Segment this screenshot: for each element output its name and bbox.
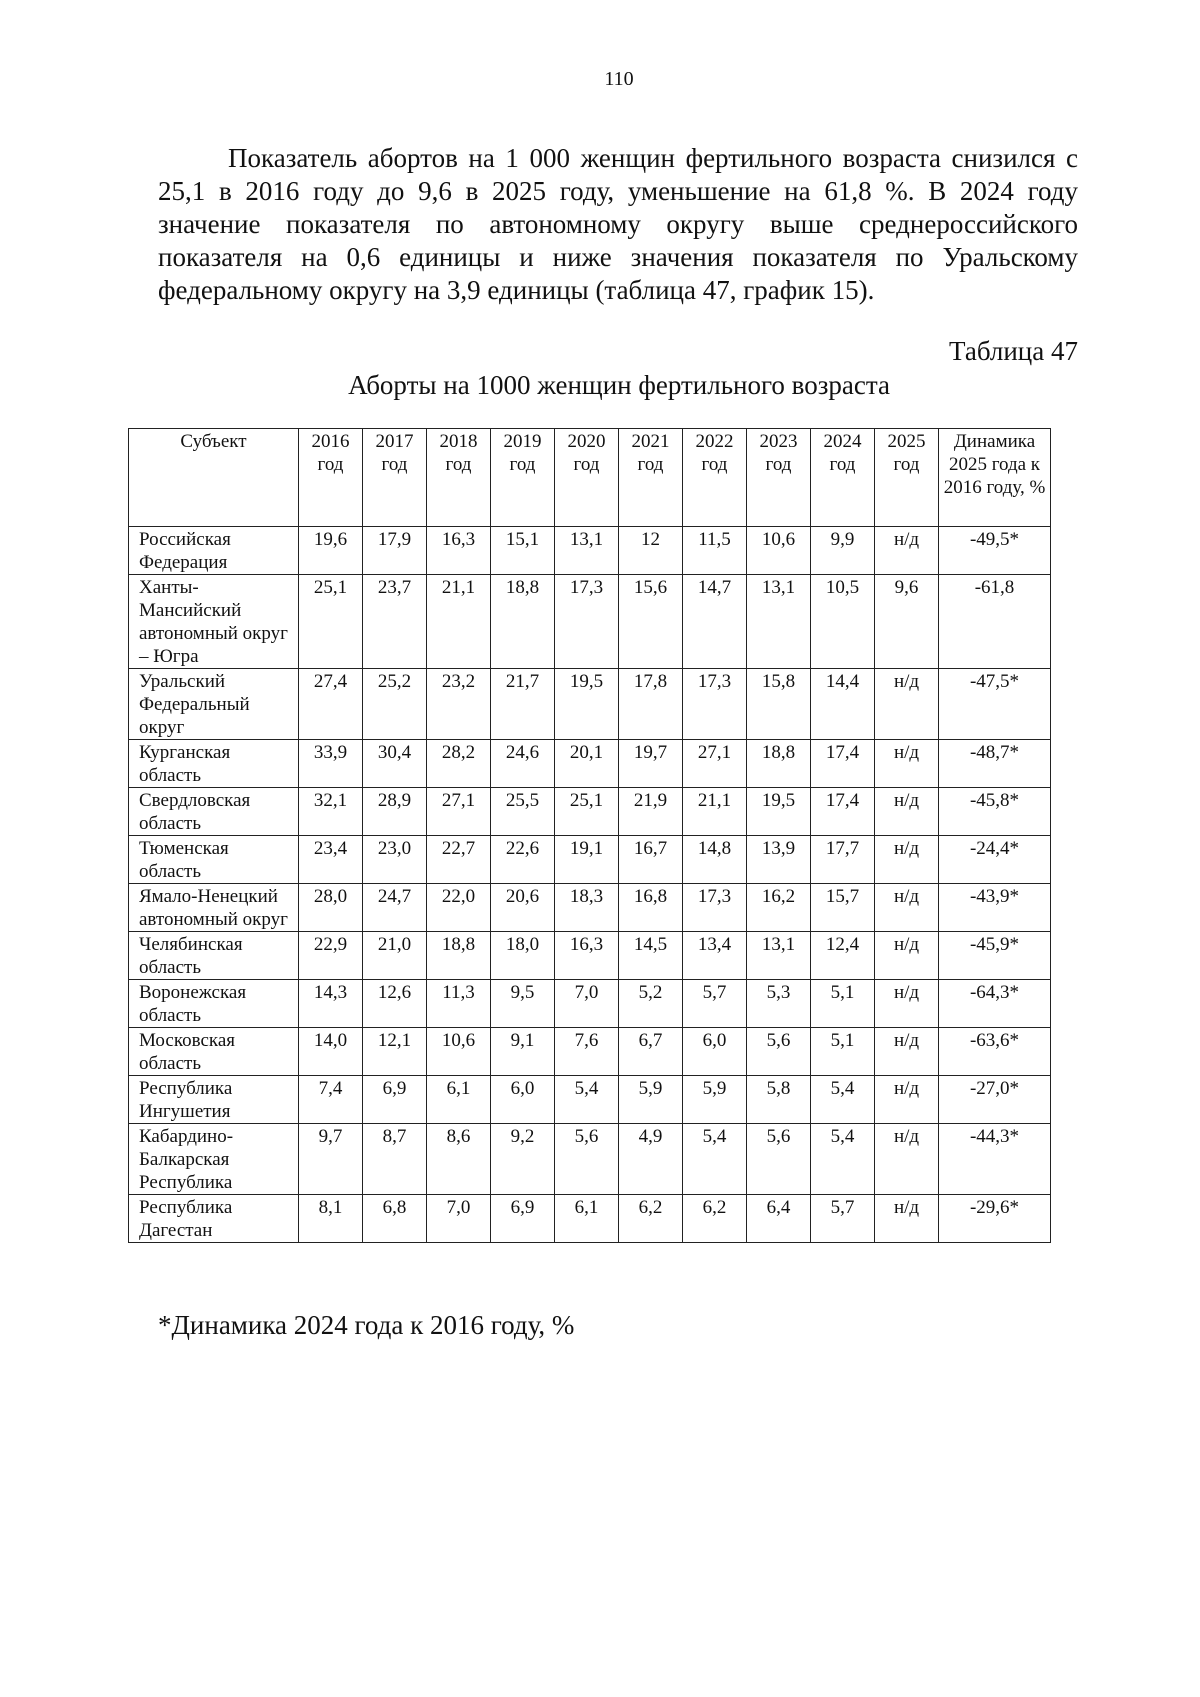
table-row: [129, 884, 1051, 932]
row-subject-cell: Республика Ингушетия: [129, 1076, 299, 1124]
table-row: [129, 1028, 1051, 1076]
value-cell: н/д: [875, 740, 939, 788]
value-cell: 28,2: [427, 740, 491, 788]
value-cell: 9,5: [491, 980, 555, 1028]
value-cell: -27,0*: [939, 1076, 1051, 1124]
value-cell: 18,8: [747, 740, 811, 788]
value-cell: 18,3: [555, 884, 619, 932]
row-subject-cell: Ханты-Мансийский автономный округ – Югра: [129, 575, 299, 669]
column-header: 2016 год: [299, 429, 363, 527]
value-cell: 10,6: [427, 1028, 491, 1076]
value-cell: 17,4: [811, 788, 875, 836]
table-row: [129, 1076, 1051, 1124]
value-cell: 21,1: [683, 788, 747, 836]
value-cell: 15,6: [619, 575, 683, 669]
value-cell: н/д: [875, 527, 939, 575]
value-cell: -29,6*: [939, 1195, 1051, 1243]
value-cell: 5,2: [619, 980, 683, 1028]
value-cell: 8,6: [427, 1124, 491, 1195]
table-label: Таблица 47: [949, 336, 1078, 366]
value-cell: 25,1: [555, 788, 619, 836]
value-cell: 8,7: [363, 1124, 427, 1195]
value-cell: 17,3: [555, 575, 619, 669]
value-cell: 15,8: [747, 669, 811, 740]
value-cell: 8,1: [299, 1195, 363, 1243]
footnote: *Динамика 2024 года к 2016 году, %: [158, 1310, 575, 1340]
value-cell: 5,6: [747, 1028, 811, 1076]
value-cell: 24,6: [491, 740, 555, 788]
value-cell: -44,3*: [939, 1124, 1051, 1195]
value-cell: 21,7: [491, 669, 555, 740]
value-cell: 22,7: [427, 836, 491, 884]
row-subject-cell: Московская область: [129, 1028, 299, 1076]
row-subject-cell: Воронежская область: [129, 980, 299, 1028]
value-cell: 9,9: [811, 527, 875, 575]
value-cell: 14,0: [299, 1028, 363, 1076]
table-row: [129, 740, 1051, 788]
value-cell: 25,5: [491, 788, 555, 836]
value-cell: 6,0: [491, 1076, 555, 1124]
value-cell: 9,6: [875, 575, 939, 669]
value-cell: 27,4: [299, 669, 363, 740]
value-cell: 28,0: [299, 884, 363, 932]
value-cell: 4,9: [619, 1124, 683, 1195]
value-cell: 19,1: [555, 836, 619, 884]
value-cell: 7,0: [555, 980, 619, 1028]
value-cell: 12,1: [363, 1028, 427, 1076]
value-cell: 5,7: [683, 980, 747, 1028]
value-cell: 17,8: [619, 669, 683, 740]
value-cell: 33,9: [299, 740, 363, 788]
value-cell: 17,3: [683, 884, 747, 932]
value-cell: 10,6: [747, 527, 811, 575]
value-cell: 24,7: [363, 884, 427, 932]
value-cell: 20,1: [555, 740, 619, 788]
table-row: [129, 788, 1051, 836]
value-cell: 6,9: [491, 1195, 555, 1243]
value-cell: -61,8: [939, 575, 1051, 669]
table-title: Аборты на 1000 женщин фертильного возраста: [348, 370, 890, 400]
value-cell: н/д: [875, 1028, 939, 1076]
value-cell: 5,4: [683, 1124, 747, 1195]
table-row: [129, 527, 1051, 575]
value-cell: н/д: [875, 1076, 939, 1124]
value-cell: 16,8: [619, 884, 683, 932]
value-cell: 16,7: [619, 836, 683, 884]
value-cell: 5,1: [811, 1028, 875, 1076]
value-cell: н/д: [875, 884, 939, 932]
value-cell: 21,9: [619, 788, 683, 836]
column-header: 2025 год: [875, 429, 939, 527]
column-header: 2023 год: [747, 429, 811, 527]
value-cell: -64,3*: [939, 980, 1051, 1028]
table-body: [129, 527, 1051, 1243]
value-cell: 18,0: [491, 932, 555, 980]
row-subject-cell: Ямало-Ненецкий автономный округ: [129, 884, 299, 932]
value-cell: 32,1: [299, 788, 363, 836]
value-cell: 6,0: [683, 1028, 747, 1076]
row-subject-cell: Свердловская область: [129, 788, 299, 836]
value-cell: 5,6: [555, 1124, 619, 1195]
value-cell: 5,4: [555, 1076, 619, 1124]
body-paragraph: Показатель абортов на 1 000 женщин фертильного возраста снизился с 25,1 в 2016 году до 9,6 в 2025 году, уменьшение на 61,8 %. В 2024 году значение показателя по автономному округу выше среднероссийского показателя на 0,6 единицы и ниже значения показателя по Уральскому федеральному округу на 3,9 единицы (таблица 47, график 15).: [158, 143, 1078, 305]
value-cell: 18,8: [491, 575, 555, 669]
value-cell: н/д: [875, 836, 939, 884]
value-cell: -48,7*: [939, 740, 1051, 788]
table-row: [129, 836, 1051, 884]
value-cell: 6,2: [619, 1195, 683, 1243]
value-cell: н/д: [875, 980, 939, 1028]
value-cell: 6,2: [683, 1195, 747, 1243]
column-header: 2020 год: [555, 429, 619, 527]
value-cell: 19,6: [299, 527, 363, 575]
value-cell: 19,5: [555, 669, 619, 740]
value-cell: 12,4: [811, 932, 875, 980]
value-cell: 23,2: [427, 669, 491, 740]
value-cell: 17,9: [363, 527, 427, 575]
value-cell: 14,8: [683, 836, 747, 884]
value-cell: 21,0: [363, 932, 427, 980]
value-cell: 6,1: [427, 1076, 491, 1124]
value-cell: 9,2: [491, 1124, 555, 1195]
value-cell: 6,9: [363, 1076, 427, 1124]
value-cell: -45,8*: [939, 788, 1051, 836]
value-cell: 19,5: [747, 788, 811, 836]
value-cell: 25,1: [299, 575, 363, 669]
table-row: [129, 932, 1051, 980]
value-cell: 7,0: [427, 1195, 491, 1243]
table-row: [129, 1195, 1051, 1243]
value-cell: 12: [619, 527, 683, 575]
value-cell: н/д: [875, 1124, 939, 1195]
value-cell: 14,5: [619, 932, 683, 980]
row-subject-cell: Челябинская область: [129, 932, 299, 980]
column-header: 2017 год: [363, 429, 427, 527]
column-header: 2022 год: [683, 429, 747, 527]
value-cell: 11,5: [683, 527, 747, 575]
value-cell: 5,1: [811, 980, 875, 1028]
table-header: [129, 429, 1051, 527]
value-cell: 25,2: [363, 669, 427, 740]
value-cell: 23,7: [363, 575, 427, 669]
value-cell: 22,9: [299, 932, 363, 980]
column-header: 2019 год: [491, 429, 555, 527]
row-subject-cell: Тюменская область: [129, 836, 299, 884]
value-cell: 27,1: [427, 788, 491, 836]
column-header: 2024 год: [811, 429, 875, 527]
value-cell: -45,9*: [939, 932, 1051, 980]
value-cell: 13,1: [555, 527, 619, 575]
value-cell: 7,6: [555, 1028, 619, 1076]
row-subject-cell: Республика Дагестан: [129, 1195, 299, 1243]
value-cell: 5,9: [683, 1076, 747, 1124]
value-cell: 19,7: [619, 740, 683, 788]
value-cell: 17,7: [811, 836, 875, 884]
value-cell: 10,5: [811, 575, 875, 669]
column-header: Динамика 2025 года к 2016 году, %: [939, 429, 1051, 527]
value-cell: н/д: [875, 932, 939, 980]
value-cell: 15,7: [811, 884, 875, 932]
column-header: 2018 год: [427, 429, 491, 527]
value-cell: 13,1: [747, 932, 811, 980]
value-cell: н/д: [875, 669, 939, 740]
value-cell: 20,6: [491, 884, 555, 932]
value-cell: 11,3: [427, 980, 491, 1028]
value-cell: 14,3: [299, 980, 363, 1028]
value-cell: 28,9: [363, 788, 427, 836]
value-cell: -43,9*: [939, 884, 1051, 932]
abortion-rate-table: [128, 428, 1051, 1243]
value-cell: 6,8: [363, 1195, 427, 1243]
value-cell: -49,5*: [939, 527, 1051, 575]
value-cell: 5,8: [747, 1076, 811, 1124]
value-cell: 9,7: [299, 1124, 363, 1195]
value-cell: 16,3: [427, 527, 491, 575]
value-cell: 22,6: [491, 836, 555, 884]
value-cell: 5,4: [811, 1124, 875, 1195]
value-cell: 23,0: [363, 836, 427, 884]
value-cell: 6,7: [619, 1028, 683, 1076]
value-cell: -24,4*: [939, 836, 1051, 884]
value-cell: н/д: [875, 788, 939, 836]
value-cell: 7,4: [299, 1076, 363, 1124]
value-cell: 13,4: [683, 932, 747, 980]
header-row: [129, 429, 1051, 527]
row-subject-cell: Кабардино-Балкарская Республика: [129, 1124, 299, 1195]
value-cell: 12,6: [363, 980, 427, 1028]
value-cell: 5,7: [811, 1195, 875, 1243]
value-cell: -63,6*: [939, 1028, 1051, 1076]
column-header-subject: Субъект: [129, 429, 299, 527]
value-cell: 21,1: [427, 575, 491, 669]
row-subject-cell: Курганская область: [129, 740, 299, 788]
value-cell: 22,0: [427, 884, 491, 932]
value-cell: 5,9: [619, 1076, 683, 1124]
value-cell: 6,1: [555, 1195, 619, 1243]
value-cell: 15,1: [491, 527, 555, 575]
value-cell: 13,1: [747, 575, 811, 669]
value-cell: 18,8: [427, 932, 491, 980]
table-row: [129, 980, 1051, 1028]
page-number: 110: [604, 68, 634, 90]
value-cell: 14,7: [683, 575, 747, 669]
value-cell: 27,1: [683, 740, 747, 788]
value-cell: 5,3: [747, 980, 811, 1028]
value-cell: 30,4: [363, 740, 427, 788]
column-header: 2021 год: [619, 429, 683, 527]
table-row: [129, 669, 1051, 740]
value-cell: 14,4: [811, 669, 875, 740]
value-cell: 17,3: [683, 669, 747, 740]
value-cell: 23,4: [299, 836, 363, 884]
value-cell: н/д: [875, 1195, 939, 1243]
value-cell: 9,1: [491, 1028, 555, 1076]
table-row: [129, 575, 1051, 669]
value-cell: 5,6: [747, 1124, 811, 1195]
row-subject-cell: Российская Федерация: [129, 527, 299, 575]
value-cell: 16,3: [555, 932, 619, 980]
value-cell: -47,5*: [939, 669, 1051, 740]
value-cell: 16,2: [747, 884, 811, 932]
value-cell: 13,9: [747, 836, 811, 884]
value-cell: 6,4: [747, 1195, 811, 1243]
value-cell: 5,4: [811, 1076, 875, 1124]
row-subject-cell: Уральский Федеральный округ: [129, 669, 299, 740]
table-row: [129, 1124, 1051, 1195]
value-cell: 17,4: [811, 740, 875, 788]
